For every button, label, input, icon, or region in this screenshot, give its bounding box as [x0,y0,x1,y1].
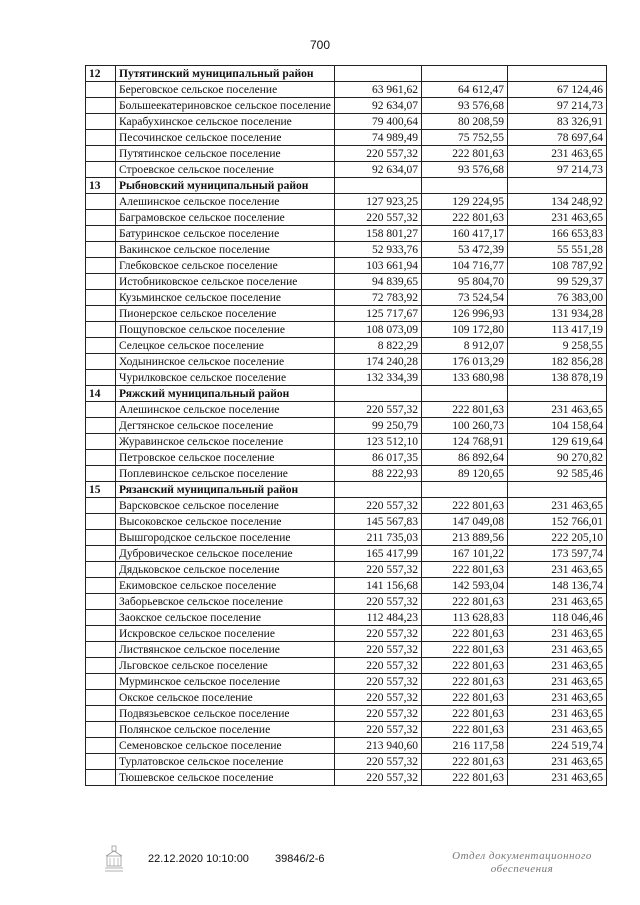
empty-cell [86,434,116,450]
empty-cell [86,514,116,530]
department-stamp [442,850,602,876]
page-number: 700 [309,38,331,52]
value-year-1: 174 240,28 [335,354,422,370]
value-year-2: 8 912,07 [422,338,508,354]
settlement-name: Дегтянское сельское поселение [116,418,335,434]
settlement-name: Екимовское сельское поселение [116,578,335,594]
value-year-3: 231 463,65 [508,402,607,418]
value-year-2: 113 628,83 [422,610,508,626]
empty-cell [86,546,116,562]
value-year-1: 94 839,65 [335,274,422,290]
value-year-1: 123 512,10 [335,434,422,450]
district-name: Рязанский муниципальный район [116,482,335,498]
value-year-3: 99 529,37 [508,274,607,290]
settlement-name: Вышгородское сельское поселение [116,530,335,546]
value-year-3: 108 787,92 [508,258,607,274]
value-year-2: 222 801,63 [422,626,508,642]
empty-cell [86,498,116,514]
value-year-1: 220 557,32 [335,658,422,674]
value-year-3: 78 697,64 [508,130,607,146]
settlement-name: Вакинское сельское поселение [116,242,335,258]
settlement-name: Подвязьевское сельское поселение [116,706,335,722]
empty-cell [86,258,116,274]
empty-cell [86,642,116,658]
table-row [86,98,607,114]
settlement-name: Баграмовское сельское поселение [116,210,335,226]
empty-cell [86,578,116,594]
empty-cell [86,610,116,626]
empty-cell [422,178,508,194]
value-year-1: 92 634,07 [335,98,422,114]
value-year-3: 104 158,64 [508,418,607,434]
empty-cell [86,626,116,642]
empty-cell [86,706,116,722]
value-year-2: 124 768,91 [422,434,508,450]
table-row [86,626,607,642]
value-year-3: 231 463,65 [508,642,607,658]
value-year-2: 222 801,63 [422,402,508,418]
value-year-1: 92 634,07 [335,162,422,178]
value-year-3: 131 934,28 [508,306,607,322]
empty-cell [508,482,607,498]
footer [0,848,640,888]
settlement-name: Селецкое сельское поселение [116,338,335,354]
settlement-name: Глебковское сельское поселение [116,258,335,274]
value-year-3: 148 136,74 [508,578,607,594]
settlement-name: Большеекатериновское сельское поселение [116,98,335,114]
value-year-2: 222 801,63 [422,498,508,514]
settlement-name: Полянское сельское поселение [116,722,335,738]
value-year-3: 55 551,28 [508,242,607,258]
empty-cell [86,754,116,770]
table-row [86,530,607,546]
value-year-3: 83 326,91 [508,114,607,130]
value-year-2: 222 801,63 [422,706,508,722]
settlement-name: Чурилковское сельское поселение [116,370,335,386]
empty-cell [86,306,116,322]
settlement-name: Алешинское сельское поселение [116,194,335,210]
table-row [86,498,607,514]
value-year-2: 93 576,68 [422,162,508,178]
table-row [86,738,607,754]
settlement-name: Поплевинское сельское поселение [116,466,335,482]
value-year-1: 86 017,35 [335,450,422,466]
value-year-2: 100 260,73 [422,418,508,434]
empty-cell [508,386,607,402]
district-header-row [86,178,607,194]
empty-cell [422,66,508,82]
settlement-name: Строевское сельское поселение [116,162,335,178]
value-year-1: 220 557,32 [335,402,422,418]
value-year-1: 220 557,32 [335,498,422,514]
settlement-name: Песочинское сельское поселение [116,130,335,146]
value-year-2: 222 801,63 [422,674,508,690]
table-row [86,402,607,418]
value-year-1: 165 417,99 [335,546,422,562]
table-row [86,706,607,722]
value-year-3: 231 463,65 [508,770,607,786]
value-year-1: 108 073,09 [335,322,422,338]
value-year-2: 142 593,04 [422,578,508,594]
value-year-2: 222 801,63 [422,562,508,578]
value-year-1: 141 156,68 [335,578,422,594]
settlement-name: Батуринское сельское поселение [116,226,335,242]
value-year-2: 95 804,70 [422,274,508,290]
table-row [86,754,607,770]
settlement-name: Турлатовское сельское поселение [116,754,335,770]
table-row [86,114,607,130]
value-year-3: 231 463,65 [508,674,607,690]
value-year-3: 97 214,73 [508,162,607,178]
value-year-3: 90 270,82 [508,450,607,466]
value-year-1: 211 735,03 [335,530,422,546]
settlement-name: Дядьковское сельское поселение [116,562,335,578]
table-row [86,338,607,354]
settlement-name: Истобниковское сельское поселение [116,274,335,290]
value-year-1: 220 557,32 [335,722,422,738]
value-year-3: 231 463,65 [508,722,607,738]
district-name: Рыбновский муниципальный район [116,178,335,194]
empty-cell [86,418,116,434]
empty-cell [86,402,116,418]
table-row [86,290,607,306]
value-year-3: 152 766,01 [508,514,607,530]
settlement-name: Петровское сельское поселение [116,450,335,466]
value-year-2: 93 576,68 [422,98,508,114]
empty-cell [86,226,116,242]
table-row [86,306,607,322]
table-row [86,210,607,226]
district-header-row [86,386,607,402]
value-year-1: 127 923,25 [335,194,422,210]
value-year-1: 103 661,94 [335,258,422,274]
table-row [86,514,607,530]
value-year-1: 220 557,32 [335,562,422,578]
value-year-3: 231 463,65 [508,562,607,578]
empty-cell [86,594,116,610]
value-year-2: 64 612,47 [422,82,508,98]
value-year-1: 74 989,49 [335,130,422,146]
value-year-3: 113 417,19 [508,322,607,338]
value-year-3: 231 463,65 [508,146,607,162]
footer-date: 22.12.2020 10:10:00 [148,853,249,865]
value-year-3: 222 205,10 [508,530,607,546]
table-row [86,418,607,434]
value-year-2: 222 801,63 [422,210,508,226]
value-year-2: 222 801,63 [422,722,508,738]
settlement-name: Льговское сельское поселение [116,658,335,674]
empty-cell [86,530,116,546]
value-year-2: 167 101,22 [422,546,508,562]
district-number: 15 [86,482,116,498]
settlement-name: Заокское сельское поселение [116,610,335,626]
value-year-1: 220 557,32 [335,146,422,162]
value-year-2: 75 752,55 [422,130,508,146]
empty-cell [86,146,116,162]
district-header-row [86,482,607,498]
empty-cell [86,738,116,754]
value-year-1: 63 961,62 [335,82,422,98]
empty-cell [86,466,116,482]
value-year-1: 220 557,32 [335,690,422,706]
value-year-1: 52 933,76 [335,242,422,258]
settlement-name: Дубровическое сельское поселение [116,546,335,562]
empty-cell [86,290,116,306]
value-year-3: 231 463,65 [508,754,607,770]
settlement-name: Карабухинское сельское поселение [116,114,335,130]
table-row [86,242,607,258]
value-year-1: 88 222,93 [335,466,422,482]
settlement-name: Варсковское сельское поселение [116,498,335,514]
value-year-3: 67 124,46 [508,82,607,98]
empty-cell [86,162,116,178]
table-row [86,562,607,578]
value-year-2: 216 117,58 [422,738,508,754]
document-system-logo-icon [103,844,125,874]
value-year-2: 222 801,63 [422,146,508,162]
table-row [86,722,607,738]
table-row [86,594,607,610]
settlement-name: Заборьевское сельское поселение [116,594,335,610]
table-row [86,322,607,338]
value-year-1: 125 717,67 [335,306,422,322]
value-year-3: 134 248,92 [508,194,607,210]
value-year-1: 213 940,60 [335,738,422,754]
table-row [86,354,607,370]
district-name: Путятинский муниципальный район [116,66,335,82]
value-year-3: 224 519,74 [508,738,607,754]
district-number: 14 [86,386,116,402]
value-year-1: 220 557,32 [335,770,422,786]
footer-doc-number: 39846/2-6 [275,853,325,865]
empty-cell [86,322,116,338]
table-row [86,642,607,658]
empty-cell [86,242,116,258]
value-year-3: 76 383,00 [508,290,607,306]
empty-cell [86,130,116,146]
empty-cell [86,338,116,354]
empty-cell [86,450,116,466]
value-year-3: 166 653,83 [508,226,607,242]
value-year-2: 89 120,65 [422,466,508,482]
settlement-name: Искровское сельское поселение [116,626,335,642]
value-year-2: 80 208,59 [422,114,508,130]
value-year-1: 112 484,23 [335,610,422,626]
table-row [86,610,607,626]
value-year-2: 133 680,98 [422,370,508,386]
table-row [86,258,607,274]
table-row [86,274,607,290]
value-year-3: 231 463,65 [508,594,607,610]
value-year-3: 138 878,19 [508,370,607,386]
empty-cell [86,98,116,114]
settlement-name: Путятинское сельское поселение [116,146,335,162]
empty-cell [422,386,508,402]
value-year-1: 220 557,32 [335,706,422,722]
value-year-2: 222 801,63 [422,594,508,610]
settlement-name: Листвянское сельское поселение [116,642,335,658]
empty-cell [86,690,116,706]
value-year-2: 222 801,63 [422,770,508,786]
stamp-line-2: обеспечения [490,863,554,875]
settlement-name: Кузьминское сельское поселение [116,290,335,306]
table-row [86,674,607,690]
empty-cell [335,178,422,194]
value-year-1: 220 557,32 [335,210,422,226]
empty-cell [86,658,116,674]
table-row [86,146,607,162]
table-row [86,226,607,242]
district-number: 13 [86,178,116,194]
value-year-2: 53 472,39 [422,242,508,258]
empty-cell [86,722,116,738]
empty-cell [86,370,116,386]
value-year-2: 73 524,54 [422,290,508,306]
empty-cell [335,482,422,498]
value-year-1: 220 557,32 [335,642,422,658]
value-year-3: 231 463,65 [508,690,607,706]
empty-cell [86,210,116,226]
table-row [86,466,607,482]
value-year-1: 72 783,92 [335,290,422,306]
value-year-2: 222 801,63 [422,658,508,674]
value-year-1: 220 557,32 [335,594,422,610]
settlement-name: Высоковское сельское поселение [116,514,335,530]
value-year-1: 145 567,83 [335,514,422,530]
empty-cell [86,274,116,290]
empty-cell [86,82,116,98]
table-row [86,162,607,178]
table-row [86,770,607,786]
value-year-2: 147 049,08 [422,514,508,530]
value-year-2: 222 801,63 [422,642,508,658]
empty-cell [508,66,607,82]
settlement-name: Семеновское сельское поселение [116,738,335,754]
value-year-1: 158 801,27 [335,226,422,242]
settlement-name: Пионерское сельское поселение [116,306,335,322]
settlement-name: Окское сельское поселение [116,690,335,706]
budget-table-body [86,66,607,786]
value-year-2: 160 417,17 [422,226,508,242]
value-year-3: 118 046,46 [508,610,607,626]
value-year-2: 109 172,80 [422,322,508,338]
table-row [86,434,607,450]
stamp-line-1: Отдел документационного [452,850,592,862]
value-year-3: 231 463,65 [508,658,607,674]
value-year-1: 220 557,32 [335,626,422,642]
table-row [86,130,607,146]
district-name: Ряжский муниципальный район [116,386,335,402]
settlement-name: Ходынинское сельское поселение [116,354,335,370]
empty-cell [335,66,422,82]
empty-cell [86,770,116,786]
district-number: 12 [86,66,116,82]
table-row [86,658,607,674]
budget-table [85,65,607,786]
table-row [86,690,607,706]
value-year-2: 222 801,63 [422,690,508,706]
empty-cell [86,114,116,130]
table-row [86,546,607,562]
empty-cell [422,482,508,498]
value-year-2: 129 224,95 [422,194,508,210]
settlement-name: Тюшевское сельское поселение [116,770,335,786]
value-year-3: 231 463,65 [508,498,607,514]
empty-cell [335,386,422,402]
value-year-3: 129 619,64 [508,434,607,450]
value-year-2: 86 892,64 [422,450,508,466]
settlement-name: Пощуповское сельское поселение [116,322,335,338]
settlement-name: Алешинское сельское поселение [116,402,335,418]
empty-cell [86,194,116,210]
value-year-1: 220 557,32 [335,754,422,770]
settlement-name: Мурминское сельское поселение [116,674,335,690]
table-row [86,450,607,466]
value-year-3: 182 856,28 [508,354,607,370]
value-year-1: 220 557,32 [335,674,422,690]
value-year-2: 104 716,77 [422,258,508,274]
table-row [86,82,607,98]
empty-cell [86,674,116,690]
table-row [86,578,607,594]
empty-cell [86,562,116,578]
value-year-2: 222 801,63 [422,754,508,770]
value-year-3: 92 585,46 [508,466,607,482]
value-year-2: 126 996,93 [422,306,508,322]
value-year-1: 132 334,39 [335,370,422,386]
settlement-name: Журавинское сельское поселение [116,434,335,450]
table-row [86,370,607,386]
value-year-1: 8 822,29 [335,338,422,354]
value-year-2: 213 889,56 [422,530,508,546]
value-year-3: 9 258,55 [508,338,607,354]
value-year-3: 231 463,65 [508,210,607,226]
table-row [86,194,607,210]
district-header-row [86,66,607,82]
value-year-3: 231 463,65 [508,626,607,642]
value-year-3: 173 597,74 [508,546,607,562]
value-year-1: 99 250,79 [335,418,422,434]
value-year-3: 97 214,73 [508,98,607,114]
value-year-3: 231 463,65 [508,706,607,722]
value-year-2: 176 013,29 [422,354,508,370]
empty-cell [86,354,116,370]
settlement-name: Береговское сельское поселение [116,82,335,98]
value-year-1: 79 400,64 [335,114,422,130]
empty-cell [508,178,607,194]
